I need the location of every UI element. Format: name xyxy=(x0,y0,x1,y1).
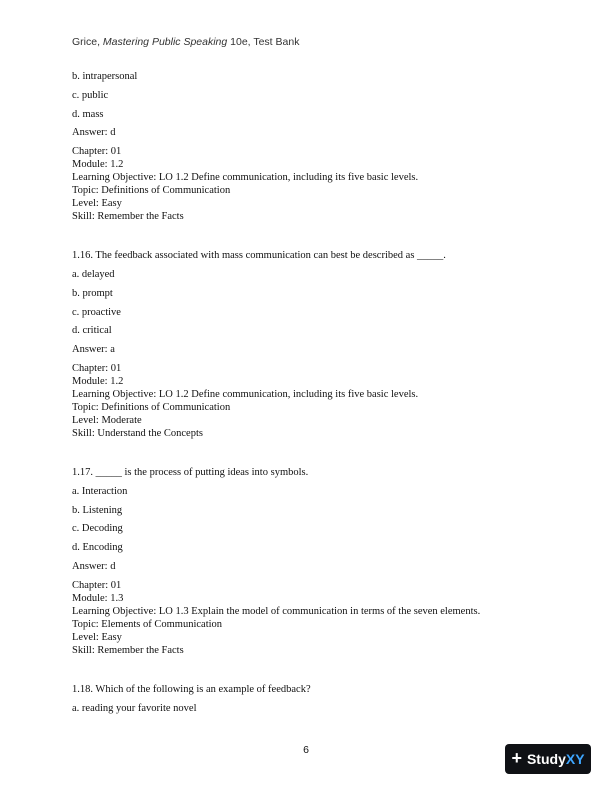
meta-learning-objective: Learning Objective: LO 1.2 Define communication, including its five basic levels. xyxy=(72,172,419,184)
answer-key: Answer: d xyxy=(72,560,116,572)
question-metadata xyxy=(72,362,542,440)
meta-topic: Topic: Definitions of Communication xyxy=(72,185,231,197)
meta-level: Level: Easy xyxy=(72,631,122,643)
logo-study: Study xyxy=(526,751,566,767)
meta-chapter: Chapter: 01 xyxy=(72,579,122,591)
meta-learning-objective: Learning Objective: LO 1.3 Explain the model of communication in terms of the seven elements. xyxy=(72,605,481,617)
meta-skill: Skill: Remember the Facts xyxy=(72,211,184,223)
answer-option: b. Listening xyxy=(72,504,123,516)
answer-option: d. mass xyxy=(72,108,104,120)
meta-skill: Skill: Understand the Concepts xyxy=(72,427,203,439)
meta-topic: Topic: Elements of Communication xyxy=(72,618,223,630)
answer-option: b. intrapersonal xyxy=(72,71,138,82)
question-metadata xyxy=(72,579,542,657)
answer-option: c. Decoding xyxy=(72,523,123,535)
answer-option: d. Encoding xyxy=(72,542,123,554)
meta-level: Level: Easy xyxy=(72,198,122,210)
answer-key: Answer: a xyxy=(72,344,115,356)
answer-option: d. critical xyxy=(72,325,112,337)
answer-option: a. delayed xyxy=(72,268,115,280)
question-text: 1.18. Which of the following is an example of feedback? xyxy=(72,683,311,695)
meta-level: Level: Moderate xyxy=(72,414,142,426)
studyxy-logo-text xyxy=(527,751,585,767)
answer-option: c. proactive xyxy=(72,306,121,318)
meta-module: Module: 1.2 xyxy=(72,375,124,387)
logo-xy: XY xyxy=(565,751,585,767)
page-number: 6 xyxy=(303,744,309,756)
answer-key: Answer: d xyxy=(72,127,116,139)
test-bank-content xyxy=(72,70,542,720)
meta-skill: Skill: Remember the Facts xyxy=(72,644,184,656)
answer-option: c. public xyxy=(72,89,109,101)
meta-module: Module: 1.2 xyxy=(72,159,124,171)
plus-icon: + xyxy=(511,748,522,768)
meta-chapter: Chapter: 01 xyxy=(72,146,122,158)
answer-option: b. prompt xyxy=(72,287,113,299)
meta-chapter: Chapter: 01 xyxy=(72,362,122,374)
header-book-title: Mastering Public Speaking xyxy=(102,36,228,48)
studyxy-badge[interactable] xyxy=(505,744,591,774)
question-text: 1.17. _____ is the process of putting ideas into symbols. xyxy=(72,466,309,478)
meta-module: Module: 1.3 xyxy=(72,592,124,604)
answer-option: a. Interaction xyxy=(72,485,128,497)
question-text: 1.16. The feedback associated with mass communication can best be described as _____. xyxy=(72,250,446,262)
meta-topic: Topic: Definitions of Communication xyxy=(72,401,231,413)
header-author: Grice, xyxy=(72,36,103,48)
header-edition: 10e, Test Bank xyxy=(227,36,300,48)
meta-learning-objective: Learning Objective: LO 1.2 Define communication, including its five basic levels. xyxy=(72,388,419,400)
answer-option: a. reading your favorite novel xyxy=(72,702,197,714)
running-header xyxy=(72,36,299,48)
question-metadata xyxy=(72,145,542,223)
